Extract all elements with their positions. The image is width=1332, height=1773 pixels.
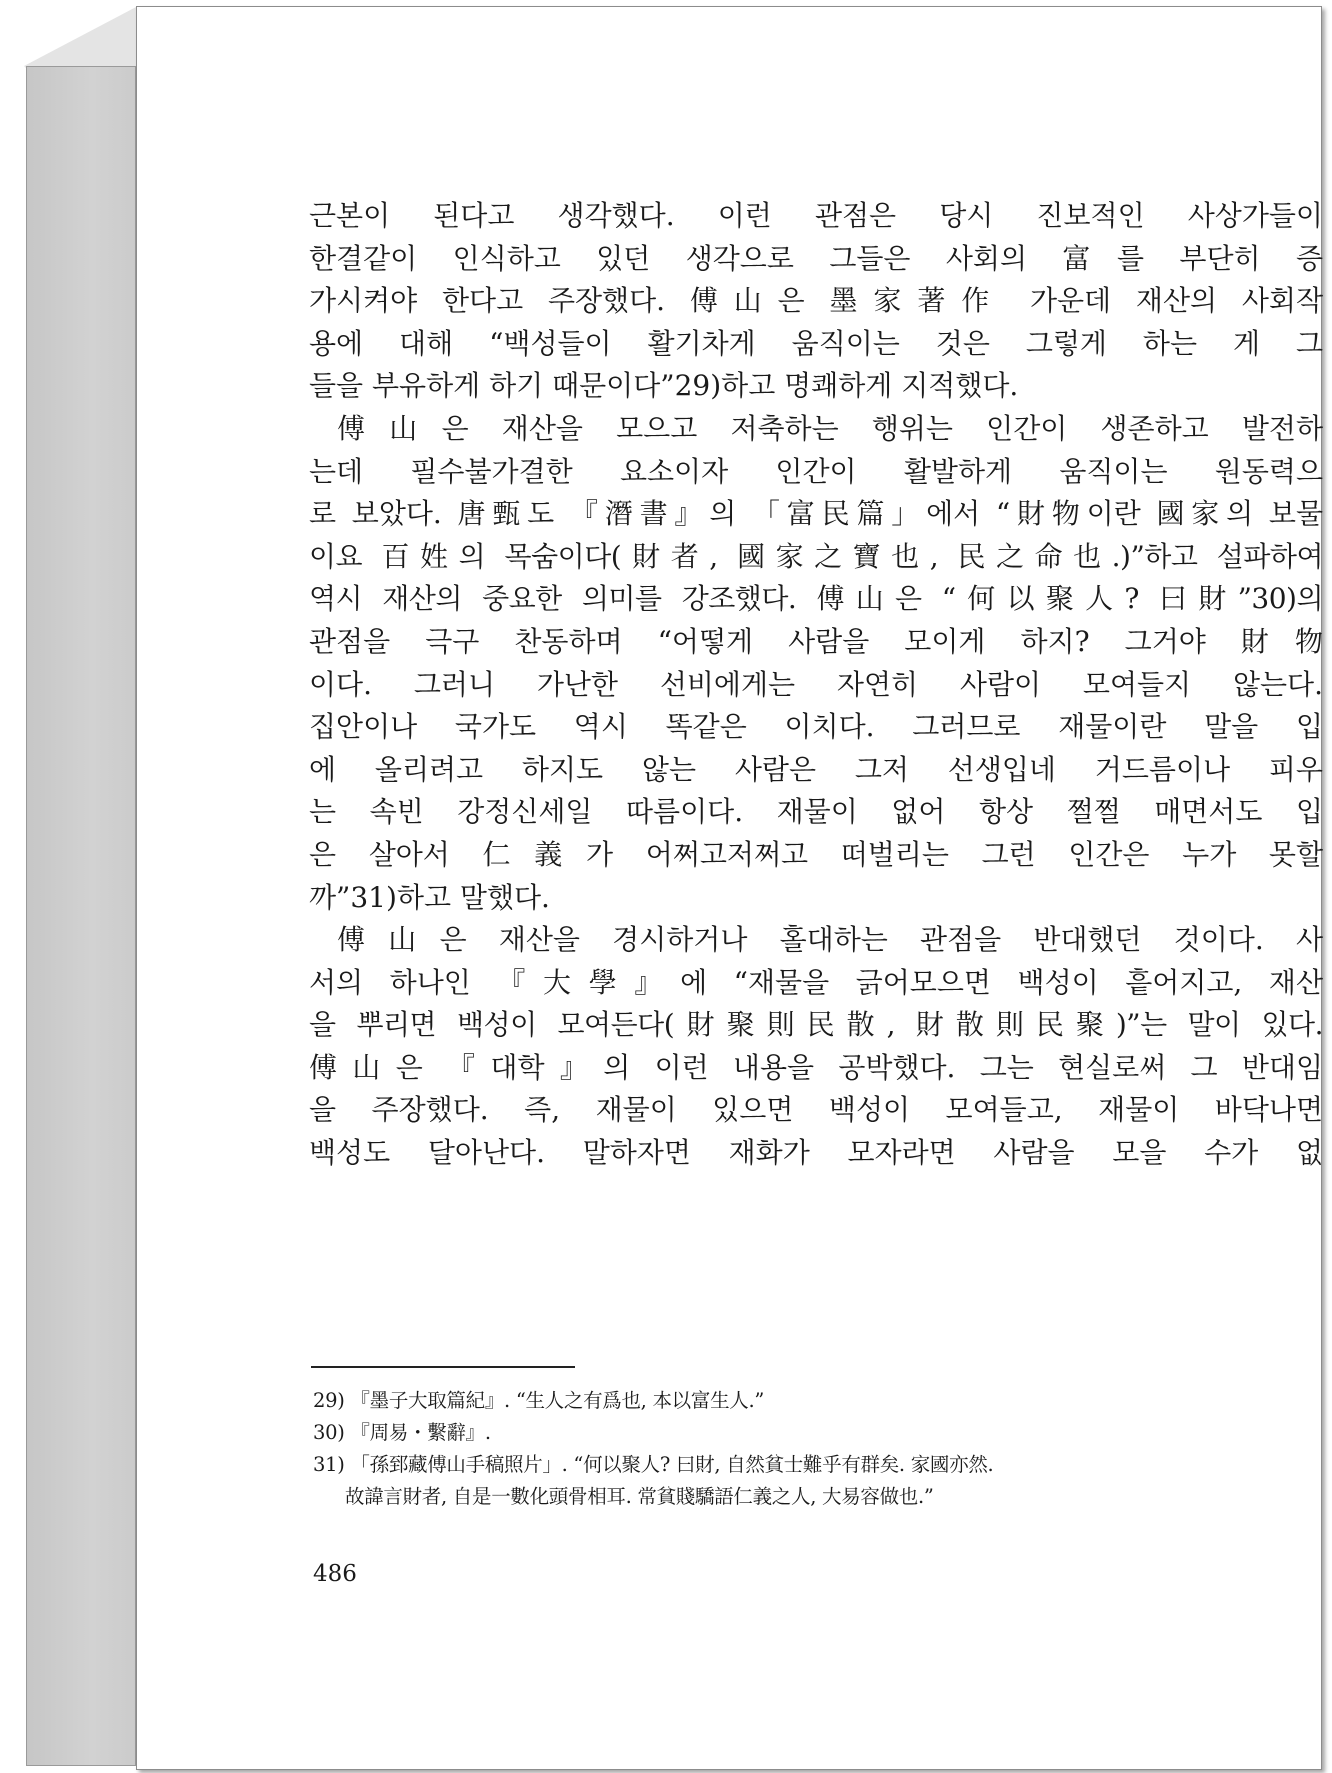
- footnote-31-continuation: 故諱言財者, 自是一數化頭骨相耳. 常貧賤驕語仁義之人, 大易容做也.”: [345, 1485, 934, 1508]
- body-line: 한결같이 인식하고 있던 생각으로 그들은 사회의 富를 부단히 증: [309, 241, 1323, 275]
- body-line: 관점을 극구 찬동하며 “어떻게 사람을 모이게 하지? 그거야 財物: [309, 624, 1323, 658]
- body-line: 에 올리려고 하지도 않는 사람은 그저 선생입네 거드름이나 피우: [309, 752, 1323, 786]
- body-line: 을 뿌리면 백성이 모여든다(財聚則民散, 財散則民聚)”는 말이 있다.: [309, 1008, 1323, 1042]
- body-line: 역시 재산의 중요한 의미를 강조했다. 傅山은 “何以聚人? 曰財”30)의: [309, 582, 1323, 616]
- body-text: [309, 195, 1323, 1175]
- body-line: 용에 대해 “백성들이 활기차게 움직이는 것은 그렇게 하는 게 그: [309, 326, 1323, 360]
- body-line: 이요 百姓의 목숨이다(財者, 國家之寶也, 民之命也.)”하고 설파하여: [309, 539, 1323, 573]
- footnote-30: 30) 『周易・繫辭』.: [313, 1421, 491, 1444]
- body-line: 은 살아서 仁義가 어쩌고저쩌고 떠벌리는 그런 인간은 누가 못할: [309, 837, 1323, 871]
- body-line: 로 보았다. 唐甄도 『潛書』의 「富民篇」에서 “財物이란 國家의 보물: [309, 497, 1323, 531]
- body-line: 傅山은 『대학』의 이런 내용을 공박했다. 그는 현실로써 그 반대임: [309, 1050, 1323, 1084]
- book-cover-top-edge: [24, 4, 140, 68]
- footnotes: [313, 1385, 1323, 1513]
- body-line: 는데 필수불가결한 요소이자 인간이 활발하게 움직이는 원동력으: [309, 454, 1323, 488]
- footnote-divider: [311, 1366, 575, 1368]
- footnote-31: 31) 「孫郅藏傅山手稿照片」. “何以聚人? 曰財, 自然貧士難乎有群矣. 家國亦然.: [313, 1453, 994, 1476]
- body-line: 傅山은 재산을 경시하거나 홀대하는 관점을 반대했던 것이다. 사: [337, 923, 1323, 957]
- body-line: 근본이 된다고 생각했다. 이런 관점은 당시 진보적인 사상가들이: [309, 199, 1323, 232]
- body-line: 까”31)하고 말했다.: [309, 880, 550, 914]
- book-page: [136, 6, 1322, 1770]
- body-line: 이다. 그러니 가난한 선비에게는 자연히 사람이 모여들지 않는다.: [309, 667, 1323, 701]
- body-line: 을 주장했다. 즉, 재물이 있으면 백성이 모여들고, 재물이 바닥나면: [309, 1093, 1323, 1127]
- body-line: 서의 하나인 『大學』에 “재물을 긁어모으면 백성이 흩어지고, 재산: [309, 965, 1323, 999]
- book-spine: [26, 66, 136, 1766]
- body-line: 傅山은 재산을 모으고 저축하는 행위는 인간이 생존하고 발전하: [337, 411, 1323, 445]
- body-line: 는 속빈 강정신세일 따름이다. 재물이 없어 항상 쩔쩔 매면서도 입: [309, 795, 1323, 829]
- body-line: 백성도 달아난다. 말하자면 재화가 모자라면 사람을 모을 수가 없: [309, 1136, 1323, 1170]
- footnote-29: 29) 『墨子大取篇紀』. “生人之有爲也, 本以富生人.”: [313, 1389, 765, 1412]
- body-line: 가시켜야 한다고 주장했다. 傅山은 墨家著作 가운데 재산의 사회작: [309, 284, 1323, 318]
- body-line: 들을 부유하게 하기 때문이다”29)하고 명쾌하게 지적했다.: [309, 369, 1019, 403]
- body-line: 집안이나 국가도 역시 똑같은 이치다. 그러므로 재물이란 말을 입: [309, 710, 1323, 744]
- page-number: 486: [313, 1561, 357, 1587]
